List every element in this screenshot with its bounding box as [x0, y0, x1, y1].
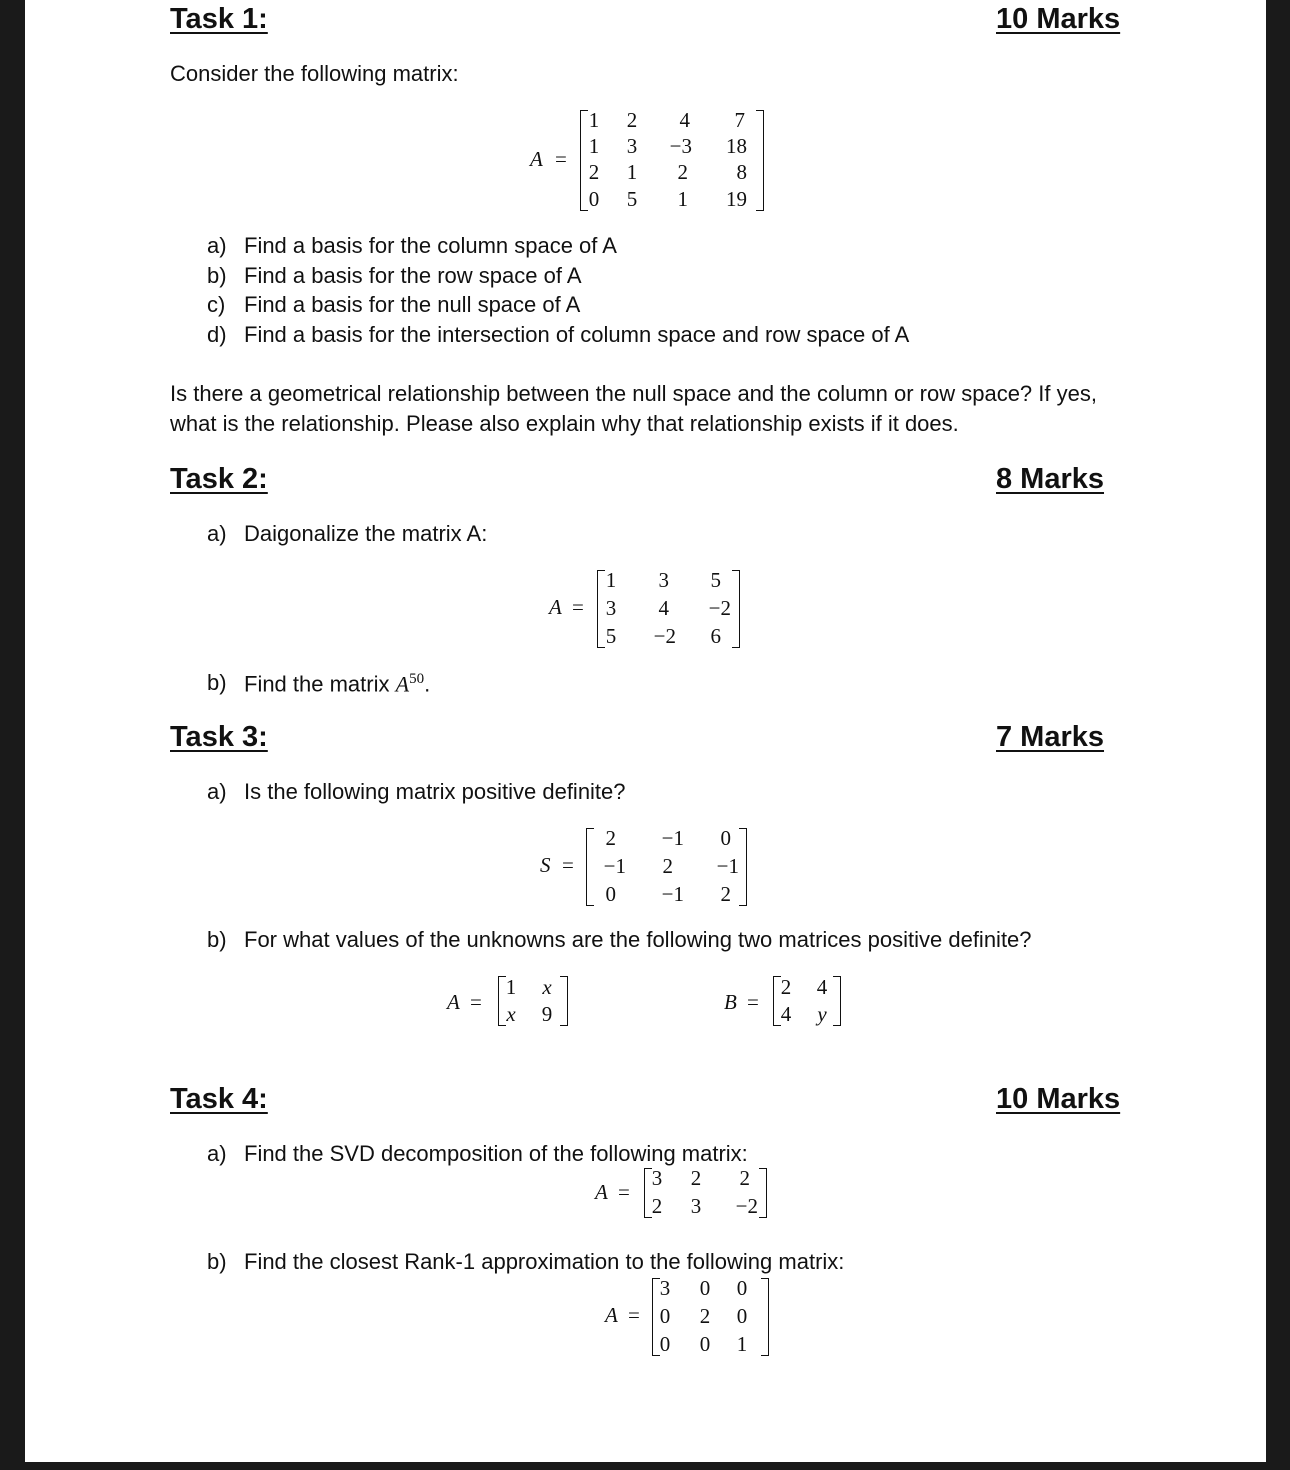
matrix-cell: 3	[658, 568, 669, 592]
list-label: b)	[207, 927, 227, 952]
matrix-cell: y	[817, 1002, 827, 1026]
matrix-cell: 3	[690, 1194, 702, 1218]
list-label: d)	[207, 322, 227, 347]
matrix-cell: 3	[605, 596, 617, 620]
document-page	[25, 0, 1266, 1462]
matrix-name: A	[447, 990, 460, 1014]
matrix-cell: 0	[588, 187, 600, 211]
list-item: Find the SVD decomposition of the following matrix:	[244, 1141, 748, 1166]
matrix-cell: 1	[736, 1332, 748, 1356]
matrix-cell: 2	[720, 882, 731, 906]
task4-marks: 10 Marks	[996, 1083, 1121, 1115]
matrix-cell: 1	[605, 568, 617, 592]
matrix-name: A	[595, 1180, 608, 1204]
period: .	[424, 671, 431, 697]
matrix-cell: x	[506, 1002, 516, 1026]
matrix-cell: 3	[651, 1166, 663, 1190]
matrix-cell: 1	[588, 108, 600, 132]
exponent: 50	[409, 671, 425, 687]
matrix-name: B	[724, 990, 737, 1014]
matrix-cell: 5	[605, 624, 617, 648]
matrix-cell: 1	[626, 160, 638, 184]
right-bracket	[739, 828, 747, 906]
matrix-cell: 0	[659, 1304, 671, 1328]
matrix-cell: 6	[710, 624, 721, 648]
right-bracket	[833, 976, 841, 1026]
matrix-cell: −1	[716, 854, 739, 878]
matrix-cell: 1	[588, 134, 600, 158]
task1-intro: Consider the following matrix:	[170, 61, 459, 86]
matrix-cell: 2	[690, 1166, 702, 1190]
equals-sign: =	[618, 1180, 630, 1204]
list-label: b)	[207, 263, 227, 288]
matrix-cell: 0	[659, 1332, 671, 1356]
list-label: a)	[207, 1141, 227, 1166]
task4-heading: Task 4:	[170, 1083, 268, 1115]
equals-sign: =	[470, 990, 482, 1014]
matrix-cell: −1	[661, 826, 684, 850]
matrix-cell: 1	[505, 975, 517, 999]
matrix-cell: 0	[699, 1332, 711, 1356]
list-label: a)	[207, 521, 227, 546]
matrix-cell: x	[542, 975, 552, 999]
list-item-text: Find the matrix	[244, 671, 396, 697]
matrix-cell: 2	[662, 854, 673, 878]
matrix-cell: 18	[726, 134, 747, 158]
list-item	[244, 672, 430, 695]
matrix-cell: 0	[720, 826, 731, 850]
list-label: b)	[207, 670, 227, 695]
list-item: Find a basis for the intersection of column space and row space of A	[244, 322, 910, 347]
equals-sign: =	[628, 1303, 640, 1327]
list-label: c)	[207, 292, 226, 317]
list-item: For what values of the unknowns are the following two matrices positive definite?	[244, 927, 1032, 952]
matrix-cell: −3	[669, 134, 692, 158]
matrix-cell: 19	[726, 187, 747, 211]
matrix-cell: 9	[541, 1002, 553, 1026]
matrix-name: S	[540, 853, 551, 877]
matrix-cell: 2	[699, 1304, 711, 1328]
matrix-cell: 4	[658, 596, 669, 620]
task2-marks: 8 Marks	[996, 463, 1105, 495]
task1-marks: 10 Marks	[996, 3, 1121, 35]
matrix-cell: 1	[677, 187, 688, 211]
matrix-symbol: A	[395, 671, 410, 697]
list-label: b)	[207, 1249, 227, 1274]
matrix-name: A	[549, 595, 562, 619]
matrix-cell: 0	[736, 1304, 748, 1328]
matrix-cell: 2	[605, 826, 616, 850]
matrix-cell: 8	[736, 160, 747, 184]
matrix-cell: −2	[653, 624, 676, 648]
right-bracket	[560, 976, 568, 1026]
matrix-cell: 4	[816, 975, 828, 999]
matrix-name: A	[530, 147, 543, 171]
matrix-cell: 3	[659, 1276, 671, 1300]
matrix-cell: 4	[780, 1002, 792, 1026]
right-bracket	[732, 570, 740, 648]
matrix-cell: 0	[736, 1276, 748, 1300]
matrix-cell: 2	[739, 1166, 750, 1190]
matrix-cell: 2	[588, 160, 600, 184]
matrix-cell: −1	[661, 882, 684, 906]
list-label: a)	[207, 779, 227, 804]
matrix-cell: 3	[626, 134, 638, 158]
right-bracket	[756, 110, 764, 211]
matrix-cell: 0	[699, 1276, 711, 1300]
task3-heading: Task 3:	[170, 721, 268, 753]
task2-heading: Task 2:	[170, 463, 268, 495]
equals-sign: =	[555, 147, 567, 171]
right-bracket	[759, 1168, 767, 1218]
task1-question-line1: Is there a geometrical relationship between the null space and the column or row space? If yes,	[170, 381, 1097, 406]
list-label: a)	[207, 233, 227, 258]
right-bracket	[761, 1278, 769, 1356]
matrix-cell: 2	[780, 975, 792, 999]
list-item: Find a basis for the row space of A	[244, 263, 582, 288]
equals-sign: =	[747, 990, 759, 1014]
equals-sign: =	[572, 595, 584, 619]
matrix-cell: −2	[735, 1194, 758, 1218]
list-item: Daigonalize the matrix A:	[244, 521, 488, 546]
matrix-cell: 4	[679, 108, 690, 132]
matrix-cell: 5	[626, 187, 638, 211]
task1-heading: Task 1:	[170, 3, 268, 35]
matrix-cell: 5	[710, 568, 721, 592]
task3-marks: 7 Marks	[996, 721, 1105, 753]
matrix-name: A	[605, 1303, 618, 1327]
list-item: Find the closest Rank-1 approximation to the following matrix:	[244, 1249, 845, 1274]
matrix-cell: −2	[708, 596, 731, 620]
matrix-cell: 2	[677, 160, 688, 184]
matrix-cell: 0	[605, 882, 616, 906]
matrix-cell: 2	[626, 108, 638, 132]
list-item: Is the following matrix positive definite?	[244, 779, 626, 804]
list-item: Find a basis for the null space of A	[244, 292, 581, 317]
equals-sign: =	[562, 853, 574, 877]
matrix-cell: 7	[734, 108, 745, 132]
matrix-cell: −1	[603, 854, 626, 878]
list-item: Find a basis for the column space of A	[244, 233, 617, 258]
task1-question-line2: what is the relationship. Please also explain why that relationship exists if it does.	[170, 411, 959, 436]
matrix-cell: 2	[651, 1194, 663, 1218]
